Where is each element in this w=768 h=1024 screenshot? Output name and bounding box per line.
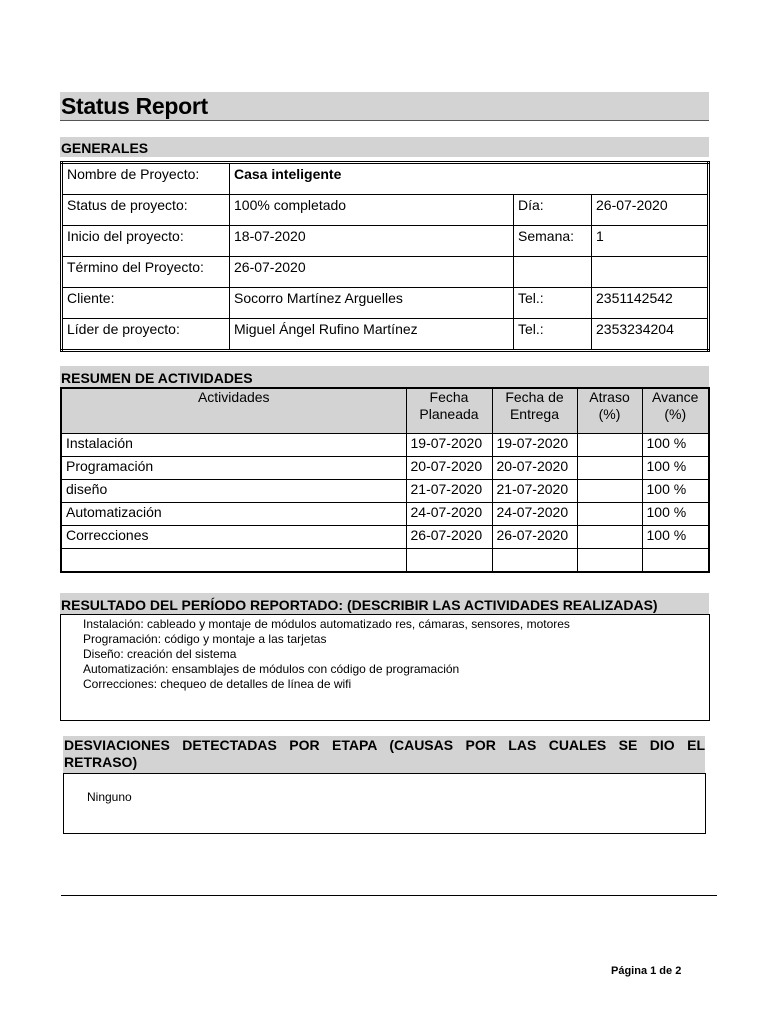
resultado-line: Diseño: creación del sistema [83, 647, 237, 661]
cell-value: 1 [592, 226, 709, 257]
cell-label: Tel.: [514, 288, 592, 319]
page-number: Página 1 de 2 [611, 965, 682, 977]
cell-atraso [577, 549, 642, 573]
table-row [61, 549, 709, 573]
cell-actividad: Programación [61, 457, 406, 480]
cell-label: Día: [514, 195, 592, 226]
resultado-line: Programación: código y montaje a las tarjetas [83, 632, 327, 646]
cell-label: Nombre de Proyecto: [62, 163, 230, 195]
cell-planeada: 21-07-2020 [406, 480, 492, 503]
table-row [62, 163, 709, 195]
cell-atraso [577, 457, 642, 480]
table-row [62, 195, 709, 226]
cell-planeada [406, 549, 492, 573]
cell-avance: 100 % [642, 434, 709, 457]
table-header-row [61, 388, 709, 434]
cell-avance [642, 549, 709, 573]
cell-value: 100% completado [230, 195, 514, 226]
cell-entrega [492, 549, 577, 573]
cell-avance: 100 % [642, 503, 709, 526]
cell-value: 2353234204 [592, 319, 709, 351]
generales-table [60, 161, 710, 352]
cell-label: Cliente: [62, 288, 230, 319]
activities-table [60, 387, 710, 573]
cell-value: 2351142542 [592, 288, 709, 319]
cell-avance: 100 % [642, 526, 709, 549]
generales-heading: GENERALES [60, 137, 709, 157]
cell-entrega: 26-07-2020 [492, 526, 577, 549]
cell-label [514, 257, 592, 288]
resultado-list [83, 617, 570, 692]
cell-value: 26-07-2020 [230, 257, 514, 288]
resultado-heading: RESULTADO DEL PERÍODO REPORTADO: (DESCRIBIR LAS ACTIVIDADES REALIZADAS) [60, 593, 709, 614]
cell-atraso [577, 526, 642, 549]
cell-actividad: Correcciones [61, 526, 406, 549]
resultado-line: Instalación: cableado y montaje de módulos automatizado res, cámaras, sensores, motores [83, 617, 570, 631]
desviaciones-box [63, 773, 706, 834]
cell-atraso [577, 434, 642, 457]
table-row [61, 434, 709, 457]
table-row [62, 257, 709, 288]
cell-label: Status de proyecto: [62, 195, 230, 226]
cell-value: Casa inteligente [230, 163, 709, 195]
cell-entrega: 24-07-2020 [492, 503, 577, 526]
column-header: Actividades [61, 388, 406, 434]
page-title: Status Report [61, 93, 208, 119]
footer-divider [61, 895, 717, 896]
cell-atraso [577, 480, 642, 503]
cell-avance: 100 % [642, 457, 709, 480]
table-row [61, 503, 709, 526]
cell-actividad: diseño [61, 480, 406, 503]
cell-value: 26-07-2020 [592, 195, 709, 226]
cell-label: Inicio del proyecto: [62, 226, 230, 257]
column-header: Avance (%) [642, 388, 709, 434]
resultado-line: Automatización: ensamblajes de módulos con código de programación [83, 662, 460, 676]
cell-atraso [577, 503, 642, 526]
cell-value: Socorro Martínez Arguelles [230, 288, 514, 319]
title-bar [60, 92, 709, 121]
table-row [61, 457, 709, 480]
cell-value [592, 257, 709, 288]
cell-planeada: 24-07-2020 [406, 503, 492, 526]
cell-actividad: Instalación [61, 434, 406, 457]
resultado-line: Correcciones: chequeo de detalles de línea de wifi [83, 677, 352, 691]
table-row [61, 480, 709, 503]
cell-entrega: 21-07-2020 [492, 480, 577, 503]
table-row [62, 288, 709, 319]
resultado-box [60, 614, 710, 721]
cell-entrega: 20-07-2020 [492, 457, 577, 480]
desviaciones-heading: DESVIACIONES DETECTADAS POR ETAPA (CAUSAS POR LAS CUALES SE DIO EL RETRASO) [63, 736, 705, 773]
cell-planeada: 20-07-2020 [406, 457, 492, 480]
cell-value: Miguel Ángel Rufino Martínez [230, 319, 514, 351]
cell-label: Tel.: [514, 319, 592, 351]
cell-avance: 100 % [642, 480, 709, 503]
table-row [62, 226, 709, 257]
column-header: Atraso (%) [577, 388, 642, 434]
desviaciones-text: Ninguno [87, 790, 132, 804]
table-row [62, 319, 709, 351]
cell-planeada: 26-07-2020 [406, 526, 492, 549]
cell-actividad: Automatización [61, 503, 406, 526]
cell-label: Líder de proyecto: [62, 319, 230, 351]
cell-label: Semana: [514, 226, 592, 257]
table-row [61, 526, 709, 549]
cell-value: 18-07-2020 [230, 226, 514, 257]
cell-actividad [61, 549, 406, 573]
column-header: Fecha Planeada [406, 388, 492, 434]
column-header: Fecha de Entrega [492, 388, 577, 434]
resumen-heading: RESUMEN DE ACTIVIDADES [60, 366, 709, 387]
cell-planeada: 19-07-2020 [406, 434, 492, 457]
cell-entrega: 19-07-2020 [492, 434, 577, 457]
cell-label: Término del Proyecto: [62, 257, 230, 288]
